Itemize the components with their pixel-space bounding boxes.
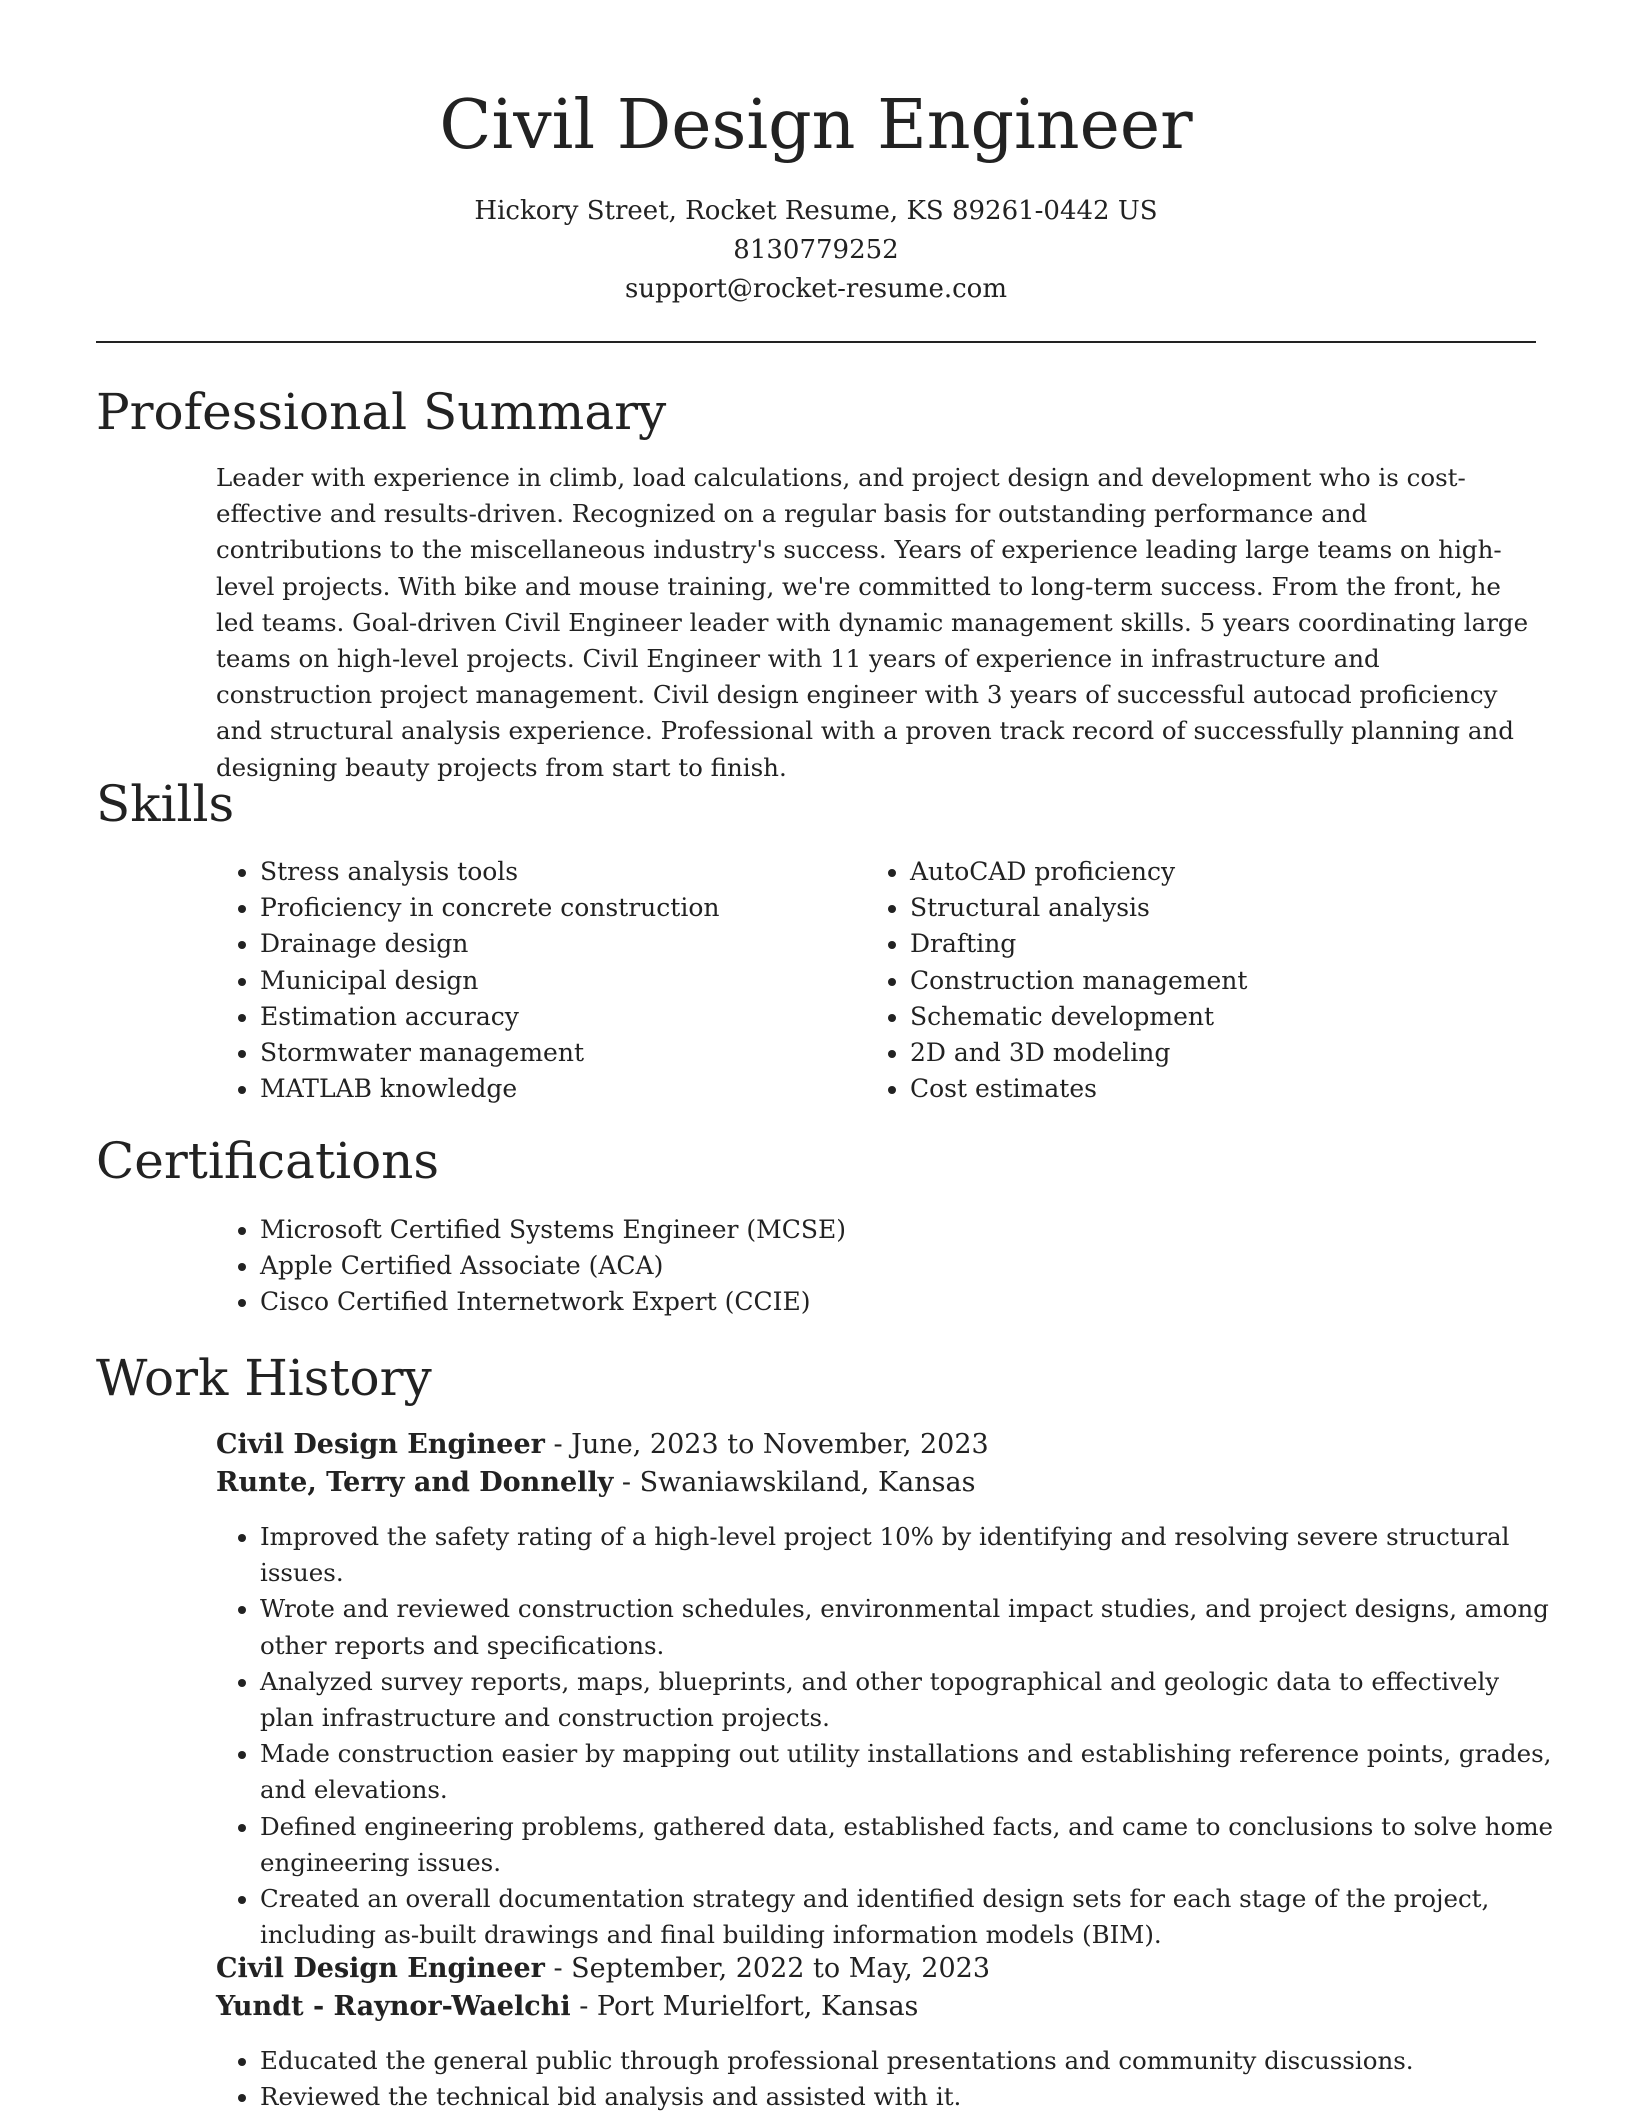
skill-item: • Stormwater management — [260, 1035, 860, 1071]
certifications-list — [216, 1212, 1460, 1321]
job-bullets — [216, 2043, 1560, 2115]
job-dates: September, 2022 to May, 2023 — [571, 1953, 991, 1984]
certifications-title: Certifications — [96, 1132, 440, 1190]
address: Hickory Street, Rocket Resume, KS 89261-0442 US — [474, 196, 1158, 226]
contact-block — [96, 192, 1536, 309]
job-title-line — [216, 1426, 989, 1464]
job-company: Yundt - Raynor-Waelchi — [216, 1991, 571, 2022]
skill-item: • Municipal design — [260, 963, 860, 999]
job-bullet: • Created an overall documentation strategy and identified design sets for each stage of the project, including as-built drawings and final building information models (BIM). — [260, 1881, 1560, 1953]
job-role: Civil Design Engineer — [216, 1953, 545, 1984]
skill-item: • Drainage design — [260, 926, 860, 962]
skills-list-right — [866, 854, 1510, 1107]
certification-item: • Apple Certified Associate (ACA) — [260, 1248, 1460, 1284]
separator: - — [544, 1953, 572, 1984]
work-history-title: Work History — [96, 1349, 432, 1407]
skill-item: • Structural analysis — [910, 890, 1510, 926]
skill-item: • Proficiency in concrete construction — [260, 890, 860, 926]
skill-item: • Schematic development — [910, 999, 1510, 1035]
phone: 8130779252 — [733, 235, 899, 265]
job-location: Port Murielfort, Kansas — [596, 1991, 919, 2022]
job-bullet: • Improved the safety rating of a high-level project 10% by identifying and resolving severe structural issues. — [260, 1519, 1560, 1591]
job-bullet: • Defined engineering problems, gathered data, established facts, and came to conclusions to solve home engineering issues. — [260, 1809, 1560, 1881]
separator: - — [613, 1467, 640, 1498]
skill-item: • Drafting — [910, 926, 1510, 962]
certification-item: • Cisco Certified Internetwork Expert (CCIE) — [260, 1284, 1460, 1320]
certification-item: • Microsoft Certified Systems Engineer (MCSE) — [260, 1212, 1460, 1248]
skills-list-left — [216, 854, 860, 1107]
summary-text: Leader with experience in climb, load calculations, and project design and development who is cost-effective and results-driven. Recognized on a regular basis for outstanding performance and contributions to the miscellaneous industry's success. Years of experience leading large teams on high-level projects. With bike and mouse training, we're committed to long-term success. From the front, he led teams. Goal-driven Civil Engineer leader with dynamic management skills. 5 years coordinating large teams on high-level projects. Civil Engineer with 11 years of experience in infrastructure and construction project management. Civil design engineer with 3 years of successful autocad proficiency and structural analysis experience. Professional with a proven track record of successfully planning and designing beauty projects from start to finish. — [216, 463, 1529, 782]
job-dates: June, 2023 to November, 2023 — [571, 1429, 989, 1460]
resume-name: Civil Design Engineer — [439, 86, 1193, 165]
skill-item: • Estimation accuracy — [260, 999, 860, 1035]
job-company: Runte, Terry and Donnelly — [216, 1467, 614, 1498]
job-bullet: • Reviewed the technical bid analysis and assisted with it. — [260, 2079, 1560, 2115]
skill-item: • AutoCAD proficiency — [910, 854, 1510, 890]
job-title-line — [216, 1950, 990, 1988]
skill-item: • Stress analysis tools — [260, 854, 860, 890]
job-company-line — [216, 1988, 918, 2026]
header-divider — [96, 341, 1536, 343]
summary-title: Professional Summary — [96, 383, 667, 441]
skill-item: • Cost estimates — [910, 1071, 1510, 1107]
separator: - — [544, 1429, 572, 1460]
job-bullets — [216, 1519, 1560, 1953]
separator: - — [570, 1991, 597, 2022]
skill-item: • MATLAB knowledge — [260, 1071, 860, 1107]
job-bullet: • Made construction easier by mapping out utility installations and establishing reference points, grades, and elevations. — [260, 1736, 1560, 1808]
skill-item: • Construction management — [910, 963, 1510, 999]
job-company-line — [216, 1464, 975, 1502]
skills-title: Skills — [96, 775, 235, 833]
job-bullet: • Wrote and reviewed construction schedules, environmental impact studies, and project designs, among other reports and specifications. — [260, 1591, 1560, 1663]
job-bullet: • Analyzed survey reports, maps, blueprints, and other topographical and geologic data to effectively plan infrastructure and construction projects. — [260, 1664, 1560, 1736]
email: support@rocket-resume.com — [624, 274, 1007, 304]
skill-item: • 2D and 3D modeling — [910, 1035, 1510, 1071]
job-bullet: • Educated the general public through professional presentations and community discussions. — [260, 2043, 1560, 2079]
job-role: Civil Design Engineer — [216, 1429, 545, 1460]
job-location: Swaniawskiland, Kansas — [639, 1467, 976, 1498]
